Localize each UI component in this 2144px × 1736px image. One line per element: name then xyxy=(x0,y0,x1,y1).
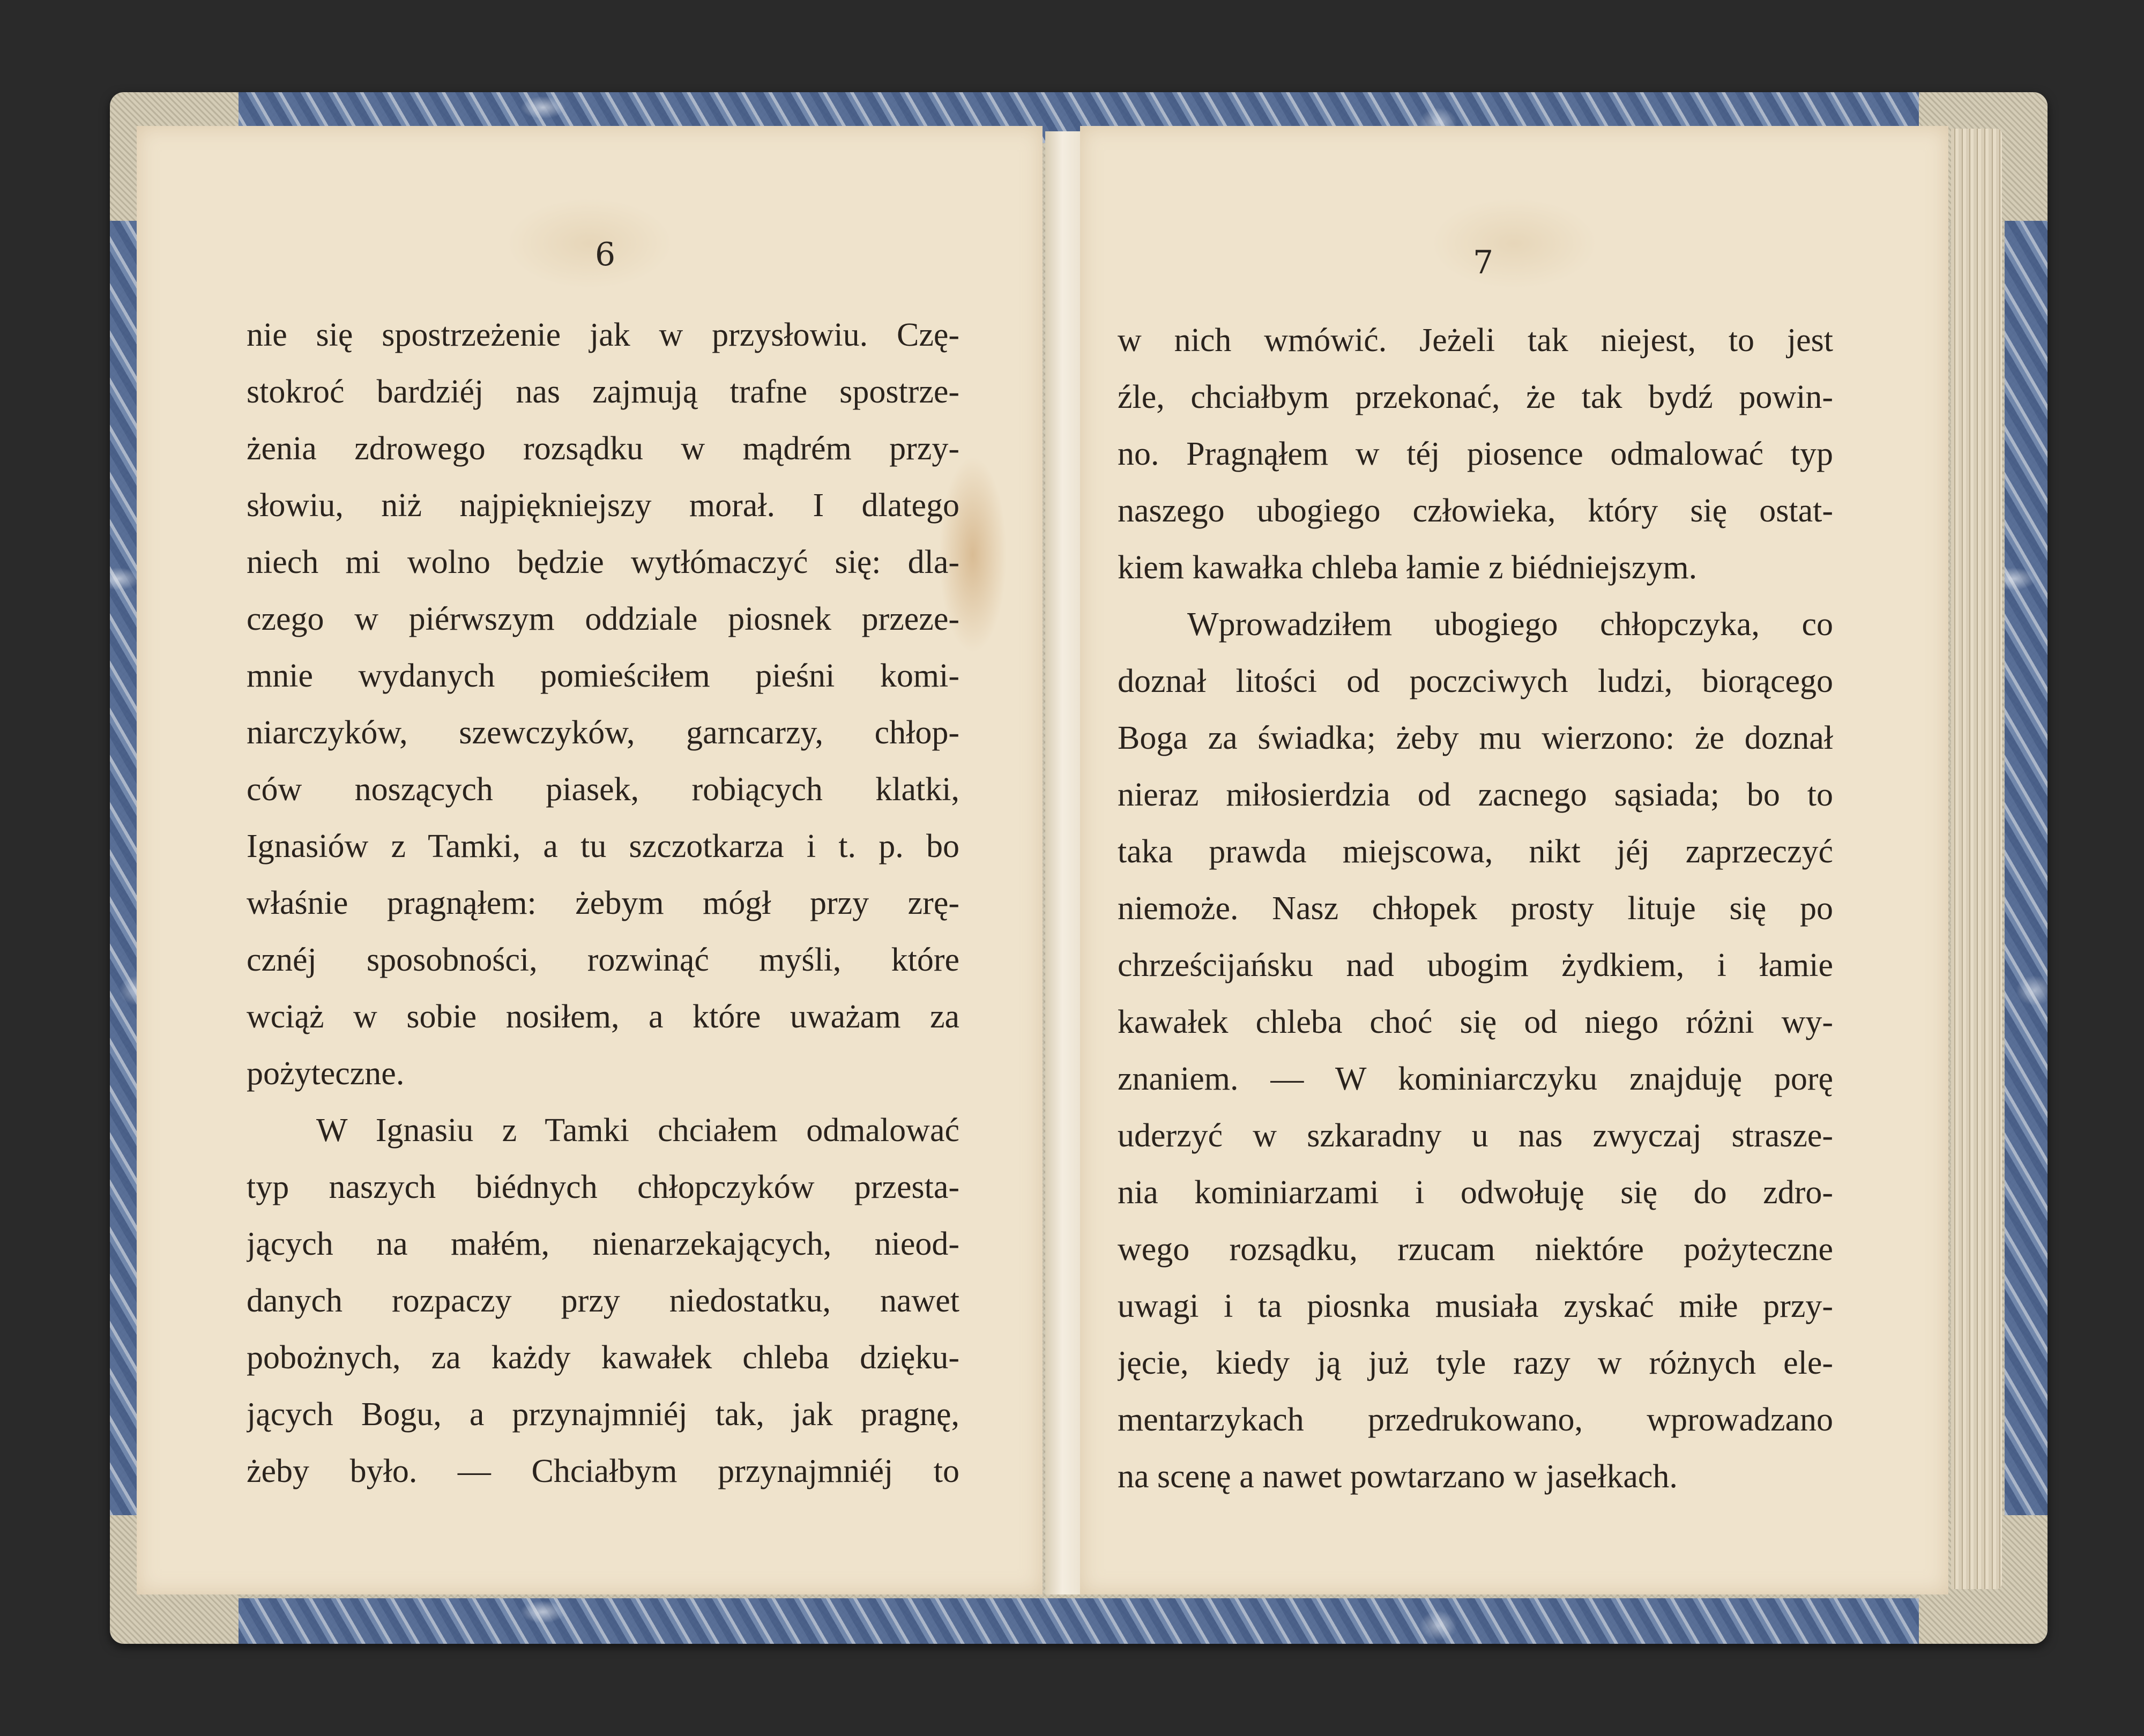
marbled-cover-right xyxy=(2005,167,2048,1539)
text-line: słowiu, niż najpiękniejszy morał. I dlatego xyxy=(247,487,959,524)
text-line: naszego ubogiego człowieka, który się ostat- xyxy=(1118,493,1833,529)
text-line: właśnie pragnąłem: żebym mógł przy zrę- xyxy=(247,885,959,921)
text-line: stokroć bardziéj nas zajmują trafne spostrze- xyxy=(247,374,959,410)
text-line: mentarzykach przedrukowano, wprowadzano xyxy=(1118,1402,1833,1438)
text-line: taka prawda miejscowa, nikt jéj zaprzeczyć xyxy=(1118,833,1833,870)
text-line: doznał litości od poczciwych ludzi, biorącego xyxy=(1118,663,1833,699)
text-line: no. Pragnąłem w téj piosence odmalować typ xyxy=(1118,436,1833,472)
text-line: żeby było. — Chciałbym przynajmniéj to xyxy=(247,1453,959,1489)
text-line: jących Bogu, a przynajmniéj tak, jak pragnę, xyxy=(247,1396,959,1433)
text-line: źle, chciałbym przekonać, że tak bydź powin- xyxy=(1118,379,1833,415)
text-line: mnie wydanych pomieściłem pieśni komi- xyxy=(247,658,959,694)
text-line: nieraz miłosierdzia od zacnego sąsiada; bo to xyxy=(1118,777,1833,813)
text-line: ców noszących piasek, robiących klatki, xyxy=(247,771,959,808)
text-line: w nich wmówić. Jeżeli tak niejest, to jest xyxy=(1118,322,1833,359)
text-line: nie się spostrzeżenie jak w przysłowiu. Czę- xyxy=(247,317,959,353)
right-page-text xyxy=(1118,312,1833,1505)
text-line: niarczyków, szewczyków, garncarzy, chłop- xyxy=(247,714,959,751)
text-line: jęcie, kiedy ją już tyle razy w różnych ele- xyxy=(1118,1345,1833,1381)
left-page-text xyxy=(247,307,959,1500)
marbled-cover-bottom xyxy=(185,1598,1975,1644)
text-line: uwagi i ta piosnka musiała zyskać miłe przy- xyxy=(1118,1288,1833,1324)
text-line: wego rozsądku, rzucam niektóre pożyteczne xyxy=(1118,1231,1833,1268)
text-line: niech mi wolno będzie wytłómaczyć się: dla- xyxy=(247,544,959,580)
text-line: Ignasiów z Tamki, a tu szczotkarza i t. p. bo xyxy=(247,828,959,865)
text-line: cznéj sposobności, rozwinąć myśli, które xyxy=(247,942,959,978)
text-line: kawałek chleba choć się od niego różni wy- xyxy=(1118,1004,1833,1040)
page-edges xyxy=(1951,129,2002,1589)
text-line: uderzyć w szkaradny u nas zwyczaj strasze- xyxy=(1118,1117,1833,1154)
page-number-left: 6 xyxy=(595,236,616,273)
text-line: W Ignasiu z Tamki chciałem odmalować xyxy=(316,1112,959,1149)
text-line: znaniem. — W kominiarczyku znajduję porę xyxy=(1118,1061,1833,1097)
text-line: Boga za świadka; żeby mu wierzono: że doznał xyxy=(1118,720,1833,756)
text-line: jących na małém, nienarzekających, nieod- xyxy=(247,1226,959,1262)
text-line: na scenę a nawet powtarzano w jasełkach. xyxy=(1118,1458,1678,1495)
text-line: chrześcijańsku nad ubogim żydkiem, i łamie xyxy=(1118,947,1833,984)
text-line: kiem kawałka chleba łamie z biédniejszym. xyxy=(1118,549,1698,586)
page-number-right: 7 xyxy=(1473,244,1494,281)
text-line: danych rozpaczy przy niedostatku, nawet xyxy=(247,1283,959,1319)
text-line: żenia zdrowego rozsądku w mądrém przy- xyxy=(247,430,959,467)
text-line: nia kominiarzami i odwołuję się do zdro- xyxy=(1118,1174,1833,1211)
text-line: wciąż w sobie nosiłem, a które uważam za xyxy=(247,999,959,1035)
text-line: niemoże. Nasz chłopek prosty lituje się po xyxy=(1118,890,1833,927)
text-line: Wprowadziłem ubogiego chłopczyka, co xyxy=(1187,606,1833,643)
text-line: pobożnych, za każdy kawałek chleba dzięku- xyxy=(247,1339,959,1376)
text-line: pożyteczne. xyxy=(247,1055,405,1092)
text-line: typ naszych biédnych chłopczyków przesta- xyxy=(247,1169,959,1205)
text-line: czego w piérwszym oddziale piosnek przeze- xyxy=(247,601,959,637)
